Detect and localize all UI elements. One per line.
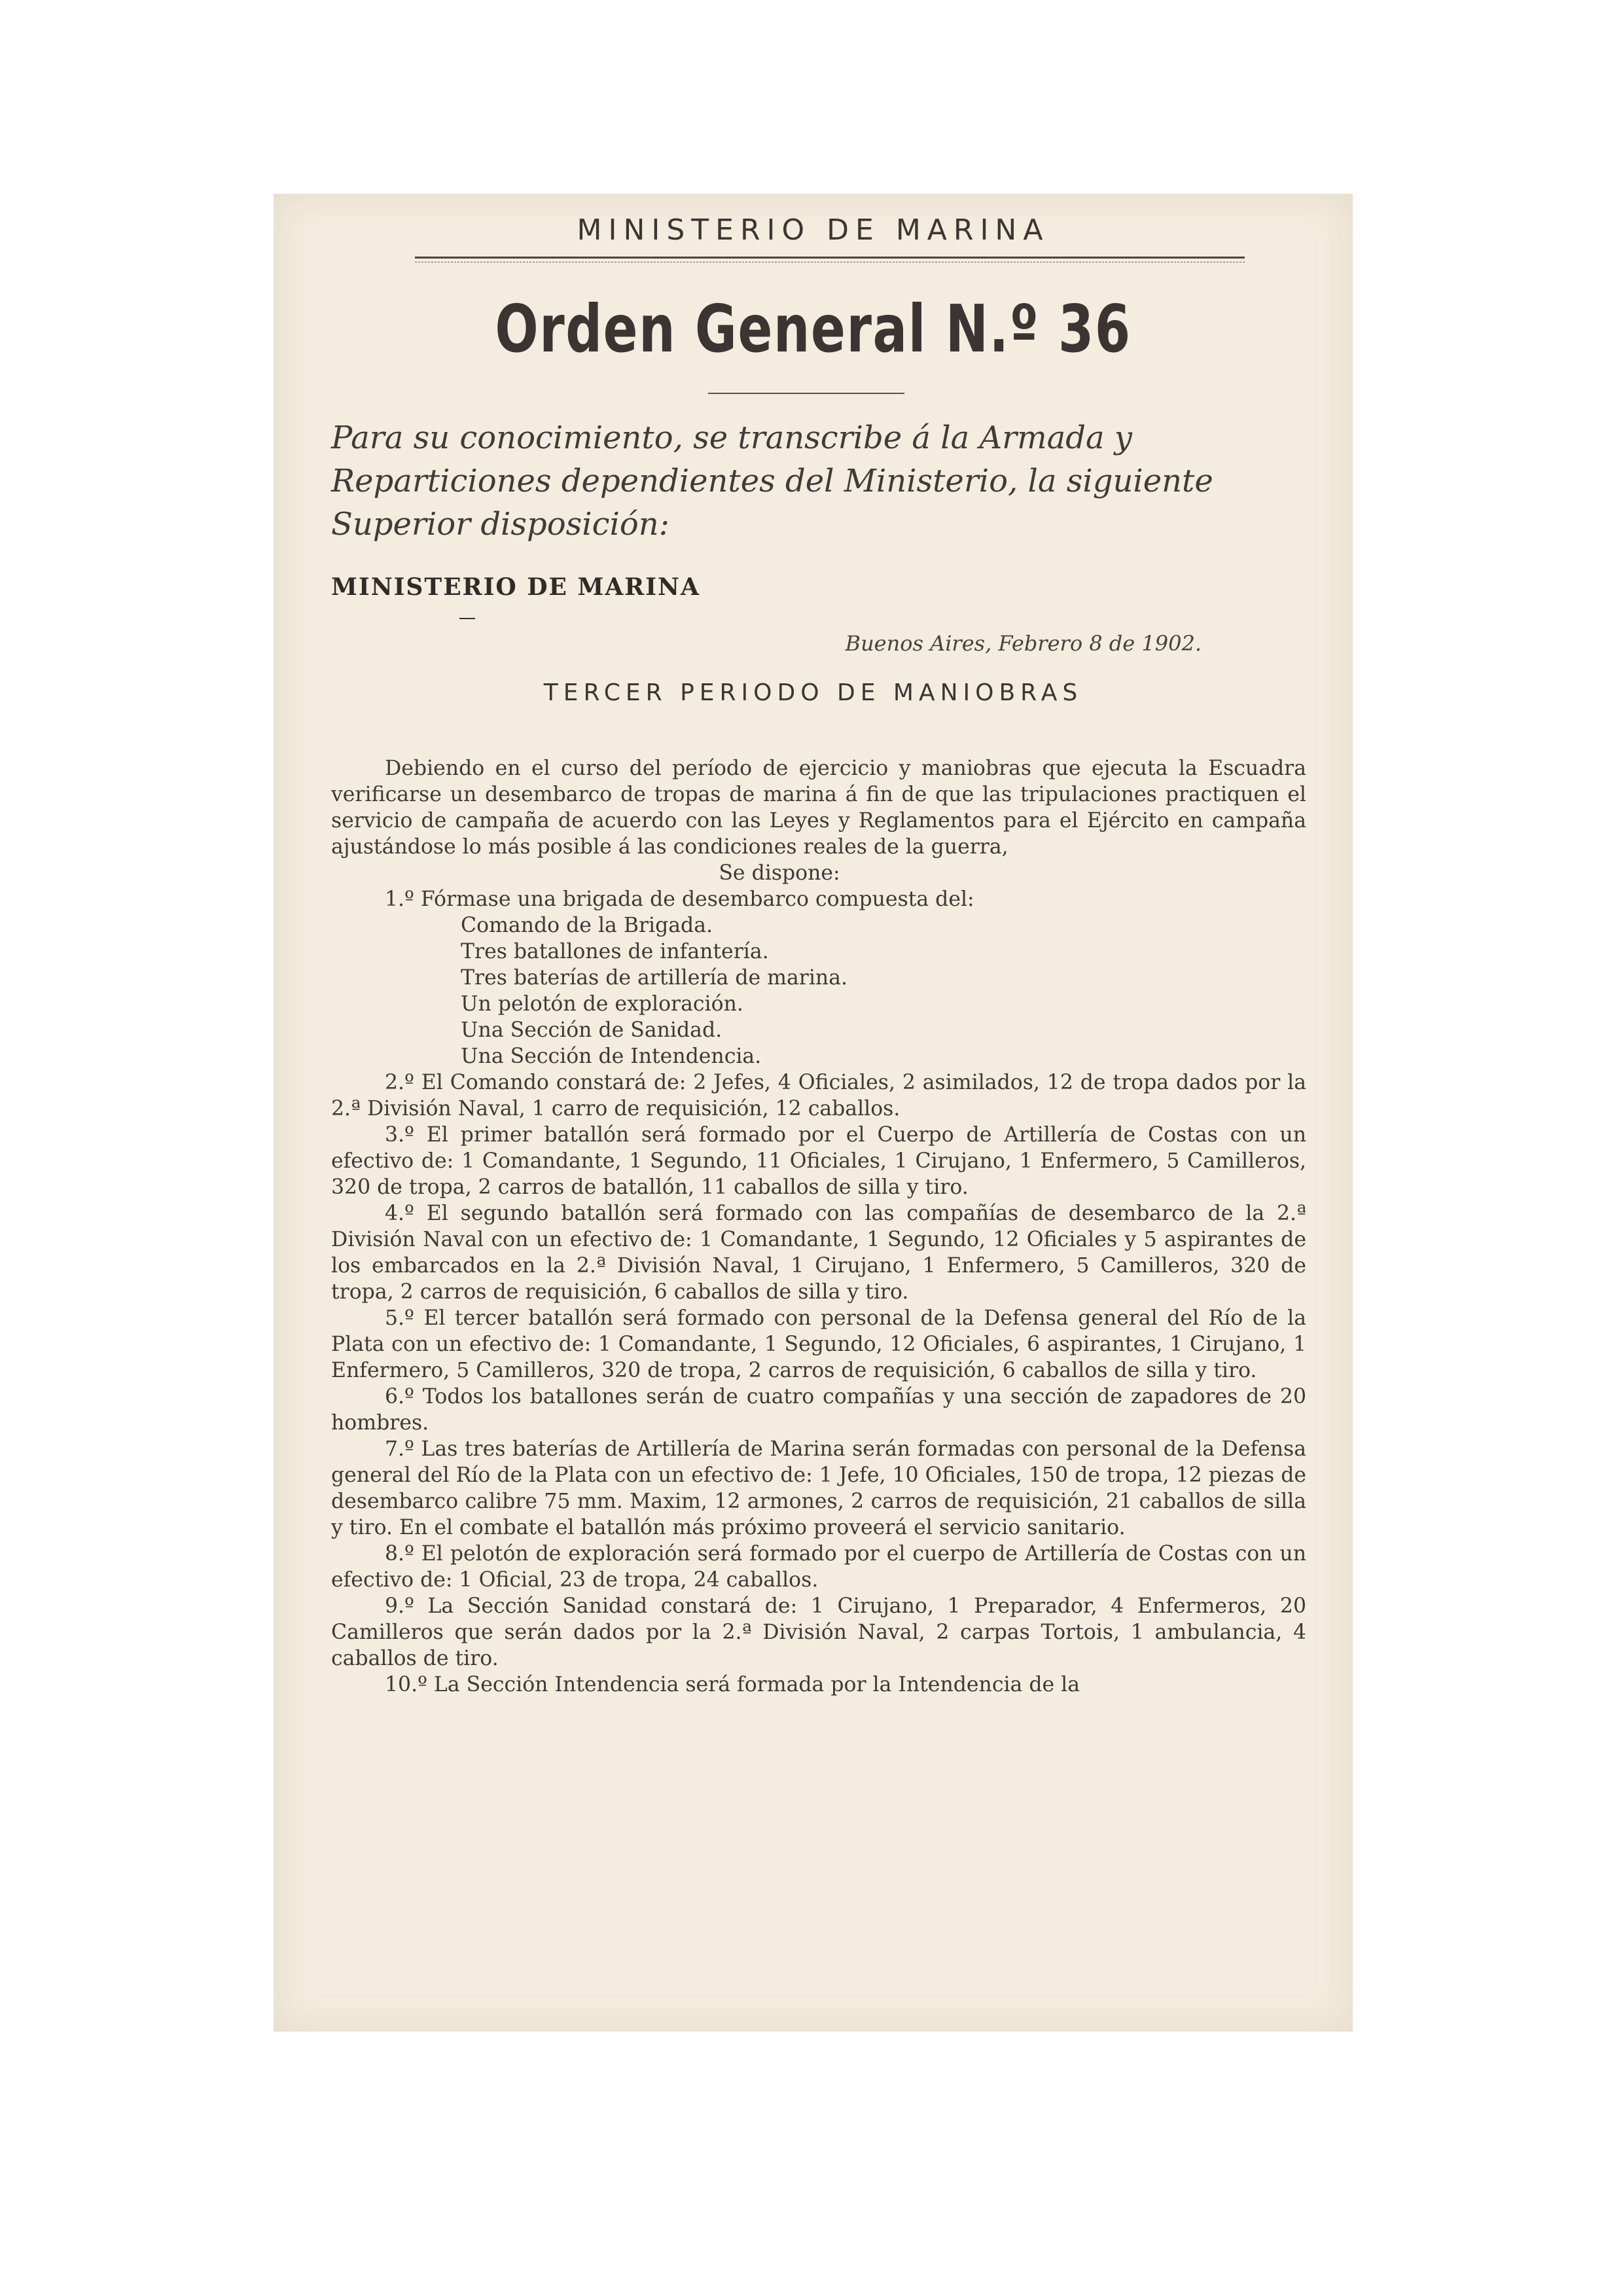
article-10: 10.º La Sección Intendencia será formada por la Intendencia de la: [385, 1673, 1080, 1696]
article-9: 9.º La Sección Sanidad constará de: 1 Cirujano, 1 Preparador, 4 Enfermeros, 20 Camilleros que serán dados por la 2.ª División Naval, 2 carpas Tortois, 1 ambulancia, 4 caballos de tiro.: [331, 1594, 1306, 1670]
subheading-rule: [459, 618, 475, 619]
list-item: Tres batallones de infantería.: [461, 940, 769, 963]
list-item: Una Sección de Sanidad.: [461, 1018, 722, 1042]
list-item: Tres baterías de artillería de marina.: [461, 966, 848, 990]
preamble: Debiendo en el curso del período de ejercicio y maniobras que ejecuta la Escuadra verificarse un desembarco de tropas de marina á fin de que las tripulaciones practiquen el servicio de campaña de acuerdo con las Leyes y Reglamentos para el Ejército en campaña ajustándose lo más posible á las condiciones reales de la guerra,: [331, 757, 1306, 859]
order-title: Orden General N.º 36: [495, 291, 1132, 367]
article-2: 2.º El Comando constará de: 2 Jefes, 4 Oficiales, 2 asimilados, 12 de tropa dados por la 2.ª División Naval, 1 carro de requisición, 12 caballos.: [331, 1071, 1306, 1121]
article-6: 6.º Todos los batallones serán de cuatro compañías y una sección de zapadores de 20 hombres.: [331, 1385, 1306, 1435]
list-item: Un pelotón de exploración.: [461, 992, 743, 1016]
article-5: 5.º El tercer batallón será formado con personal de la Defensa general del Río de la Plata con un efectivo de: 1 Comandante, 1 Segundo, 12 Oficiales, 6 aspirantes, 1 Cirujano, 1 Enfermero, 5 Camilleros, 320 de tropa, 2 carros de requisición, 6 caballos de silla y tiro.: [331, 1306, 1306, 1382]
article-8: 8.º El pelotón de exploración será formado por el cuerpo de Artillería de Costas con un efectivo de: 1 Oficial, 23 de tropa, 24 caballos.: [331, 1542, 1306, 1592]
place-date: Buenos Aires, Febrero 8 de 1902.: [845, 631, 1202, 656]
article-4: 4.º El segundo batallón será formado con las compañías de desembarco de la 2.ª División Naval con un efectivo de: 1 Comandante, 1 Segundo, 12 Oficiales y 5 aspirantes de los embarcados en la 2.ª División Naval, 1 Cirujano, 1 Enfermero, 5 Camilleros, 320 de tropa, 2 carros de requisición, 6 caballos de silla y tiro.: [331, 1202, 1306, 1304]
brigade-units-list: [331, 912, 1306, 1069]
org-subheading: MINISTERIO DE MARINA: [331, 573, 700, 601]
list-item: Una Sección de Intendencia.: [461, 1045, 762, 1068]
header-rule: [415, 257, 1245, 259]
article-3: 3.º El primer batallón será formado por el Cuerpo de Artillería de Costas con un efectivo de: 1 Comandante, 1 Segundo, 11 Oficiales, 1 Cirujano, 1 Enfermero, 5 Camilleros, 320 de tropa, 2 carros de batallón, 11 caballos de silla y tiro.: [331, 1123, 1306, 1199]
dispone-line: Se dispone:: [719, 861, 840, 885]
document-page: [274, 194, 1353, 2032]
period-heading: TERCER PERIODO DE MANIOBRAS: [543, 679, 1083, 706]
title-rule: [708, 393, 904, 394]
article-1-intro: 1.º Fórmase una brigada de desembarco compuesta del:: [385, 888, 974, 911]
ministry-header: MINISTERIO DE MARINA: [577, 213, 1050, 247]
intro-paragraph: Para su conocimiento, se transcribe á la Armada y Reparticiones dependientes del Ministerio, la siguiente Superior disposición:: [331, 420, 1213, 543]
list-item: Comando de la Brigada.: [461, 914, 713, 937]
order-body: [331, 755, 1306, 1698]
article-7: 7.º Las tres baterías de Artillería de Marina serán formadas con personal de la Defensa general del Río de la Plata con un efectivo de: 1 Jefe, 10 Oficiales, 150 de tropa, 12 piezas de desembarco calibre 75 mm. Maxim, 12 armones, 2 carros de requisición, 21 caballos de silla y tiro. En el combate el batallón más próximo proveerá el servicio sanitario.: [331, 1437, 1306, 1539]
